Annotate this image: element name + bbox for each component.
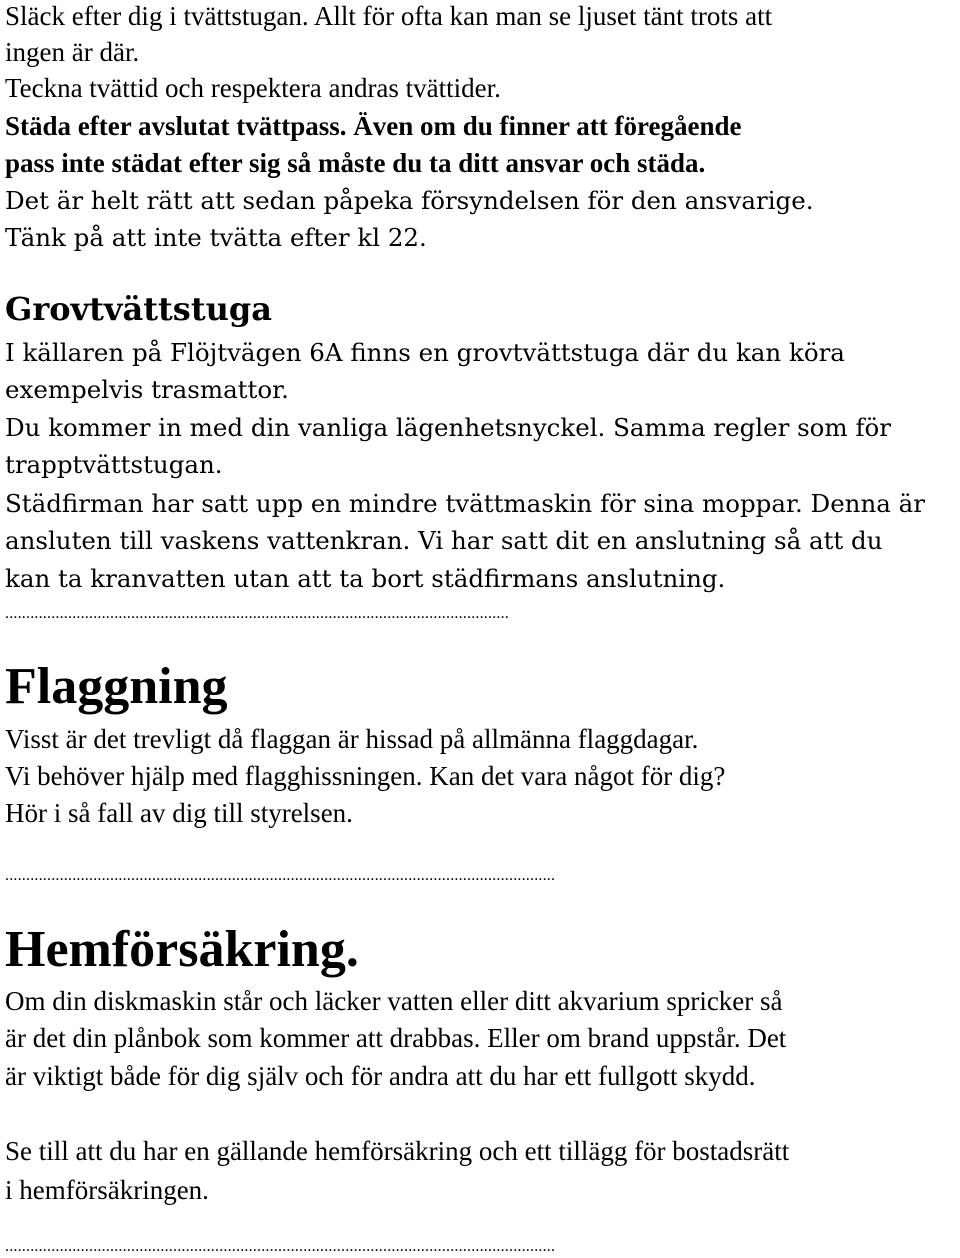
flaggning-line-2: Vi behöver hjälp med flagghissningen. Kan det vara något för dig? [5,761,726,791]
heading-flaggning: Flaggning [5,658,228,715]
laundry-rule-line-7: Tänk på att inte tvätta efter kl 22. [5,223,427,252]
laundry-rule-line-1: Släck efter dig i tvättstugan. Allt för ofta kan man se ljuset tänt trots att [5,1,773,31]
grovtvattstuga-line-2: exempelvis trasmattor. [5,375,289,404]
laundry-rule-line-5: pass inte städat efter sig så måste du ta ditt ansvar och städa. [5,148,706,178]
hemforsakring-line-1: Om din diskmaskin står och läcker vatten eller ditt akvarium spricker så [5,986,783,1016]
flaggning-line-1: Visst är det trevligt då flaggan är hissad på allmänna flaggdagar. [5,724,699,754]
heading-hemforsakring: Hemförsäkring. [5,921,359,978]
separator-dots: ........................................................................................................................ [5,605,509,622]
grovtvattstuga-line-5: Städfirman har satt upp en mindre tvättmaskin för sina moppar. Denna är [5,489,925,518]
heading-grovtvattstuga: Grovtvättstuga [5,290,272,328]
laundry-rule-line-6: Det är helt rätt att sedan påpeka försyndelsen för den ansvarige. [5,186,814,215]
laundry-rule-line-2: ingen är där. [5,37,140,67]
laundry-rule-line-3: Teckna tvättid och respektera andras tvättider. [5,73,501,103]
grovtvattstuga-line-1: I källaren på Flöjtvägen 6A finns en grovtvättstuga där du kan köra [5,338,845,367]
hemforsakring-line-4: Se till att du har en gällande hemförsäkring och ett tillägg för bostadsrätt [5,1136,790,1166]
grovtvattstuga-line-3: Du kommer in med din vanliga lägenhetsnyckel. Samma regler som för [5,413,891,442]
laundry-rule-line-4: Städa efter avslutat tvättpass. Även om du finner att föregående [5,111,742,141]
grovtvattstuga-line-4: trapptvättstugan. [5,450,223,479]
separator-dots: ................................................................................................................................... [5,1238,556,1255]
hemforsakring-line-5: i hemförsäkringen. [5,1175,209,1205]
grovtvattstuga-line-7: kan ta kranvatten utan att ta bort städfirmans anslutning. [5,564,726,593]
hemforsakring-line-2: är det din plånbok som kommer att drabbas. Eller om brand uppstår. Det [5,1023,787,1053]
hemforsakring-line-3: är viktigt både för dig själv och för andra att du har ett fullgott skydd. [5,1061,756,1091]
grovtvattstuga-line-6: ansluten till vaskens vattenkran. Vi har satt dit en anslutning så att du [5,526,883,555]
flaggning-line-3: Hör i så fall av dig till styrelsen. [5,798,353,828]
separator-dots: ................................................................................................................................... [5,867,556,884]
